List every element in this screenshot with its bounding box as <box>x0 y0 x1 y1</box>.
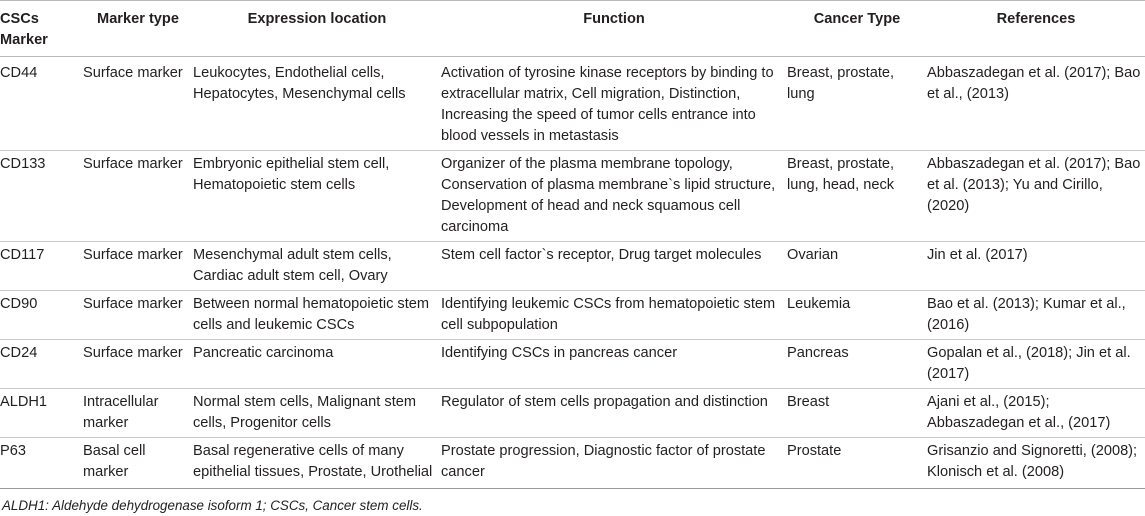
table-row <box>0 151 1145 242</box>
cell-references: Abbaszadegan et al. (2017); Bao et al., (2013) <box>927 57 1145 151</box>
cell-marker-type: Surface marker <box>83 242 193 291</box>
table-header-row <box>0 1 1145 57</box>
cell-expression-location: Mesenchymal adult stem cells, Cardiac adult stem cell, Ovary <box>193 242 441 291</box>
cell-cancer-type: Ovarian <box>787 242 927 291</box>
table-row <box>0 438 1145 489</box>
cell-marker: P63 <box>0 438 83 489</box>
header-marker-type: Marker type <box>83 1 193 57</box>
cell-marker-type: Intracellular marker <box>83 389 193 438</box>
cell-references: Grisanzio and Signoretti, (2008); Klonisch et al. (2008) <box>927 438 1145 489</box>
cell-cancer-type: Breast <box>787 389 927 438</box>
cell-cancer-type: Prostate <box>787 438 927 489</box>
cell-expression-location: Pancreatic carcinoma <box>193 340 441 389</box>
table-footnote: ALDH1: Aldehyde dehydrogenase isoform 1; CSCs, Cancer stem cells. <box>2 498 423 513</box>
cell-marker: CD44 <box>0 57 83 151</box>
cell-expression-location: Embryonic epithelial stem cell, Hematopoietic stem cells <box>193 151 441 242</box>
cell-cancer-type: Pancreas <box>787 340 927 389</box>
cell-marker: ALDH1 <box>0 389 83 438</box>
cell-function: Identifying leukemic CSCs from hematopoietic stem cell subpopulation <box>441 291 787 340</box>
cell-marker-type: Basal cell marker <box>83 438 193 489</box>
cell-marker-type: Surface marker <box>83 151 193 242</box>
cell-marker: CD133 <box>0 151 83 242</box>
cell-cancer-type: Leukemia <box>787 291 927 340</box>
cell-references: Bao et al. (2013); Kumar et al., (2016) <box>927 291 1145 340</box>
cell-expression-location: Between normal hematopoietic stem cells and leukemic CSCs <box>193 291 441 340</box>
table-row <box>0 242 1145 291</box>
cell-expression-location: Leukocytes, Endothelial cells, Hepatocytes, Mesenchymal cells <box>193 57 441 151</box>
cell-references: Ajani et al., (2015); Abbaszadegan et al., (2017) <box>927 389 1145 438</box>
cell-cancer-type: Breast, prostate, lung, head, neck <box>787 151 927 242</box>
cell-function: Regulator of stem cells propagation and distinction <box>441 389 787 438</box>
cell-references: Gopalan et al., (2018); Jin et al. (2017) <box>927 340 1145 389</box>
cell-function: Identifying CSCs in pancreas cancer <box>441 340 787 389</box>
cell-references: Jin et al. (2017) <box>927 242 1145 291</box>
header-function: Function <box>441 1 787 57</box>
cell-marker: CD117 <box>0 242 83 291</box>
header-cscs-marker: CSCs Marker <box>0 1 83 57</box>
table-row <box>0 340 1145 389</box>
cell-function: Activation of tyrosine kinase receptors by binding to extracellular matrix, Cell migration, Distinction, Increasing the speed of tumor cells entrance into blood vessels in metastasis <box>441 57 787 151</box>
cell-expression-location: Basal regenerative cells of many epithelial tissues, Prostate, Urothelial <box>193 438 441 489</box>
cell-cancer-type: Breast, prostate, lung <box>787 57 927 151</box>
header-expression-location: Expression location <box>193 1 441 57</box>
cell-expression-location: Normal stem cells, Malignant stem cells, Progenitor cells <box>193 389 441 438</box>
cell-marker: CD90 <box>0 291 83 340</box>
cell-function: Organizer of the plasma membrane topology, Conservation of plasma membrane`s lipid structure, Development of head and neck squamous cell carcinoma <box>441 151 787 242</box>
cell-marker-type: Surface marker <box>83 291 193 340</box>
table-row <box>0 57 1145 151</box>
table-row <box>0 291 1145 340</box>
header-references: References <box>927 1 1145 57</box>
cell-marker-type: Surface marker <box>83 57 193 151</box>
cell-function: Prostate progression, Diagnostic factor of prostate cancer <box>441 438 787 489</box>
header-cancer-type: Cancer Type <box>787 1 927 57</box>
cell-function: Stem cell factor`s receptor, Drug target molecules <box>441 242 787 291</box>
table-row <box>0 389 1145 438</box>
cell-marker-type: Surface marker <box>83 340 193 389</box>
cell-marker: CD24 <box>0 340 83 389</box>
cell-references: Abbaszadegan et al. (2017); Bao et al. (2013); Yu and Cirillo, (2020) <box>927 151 1145 242</box>
